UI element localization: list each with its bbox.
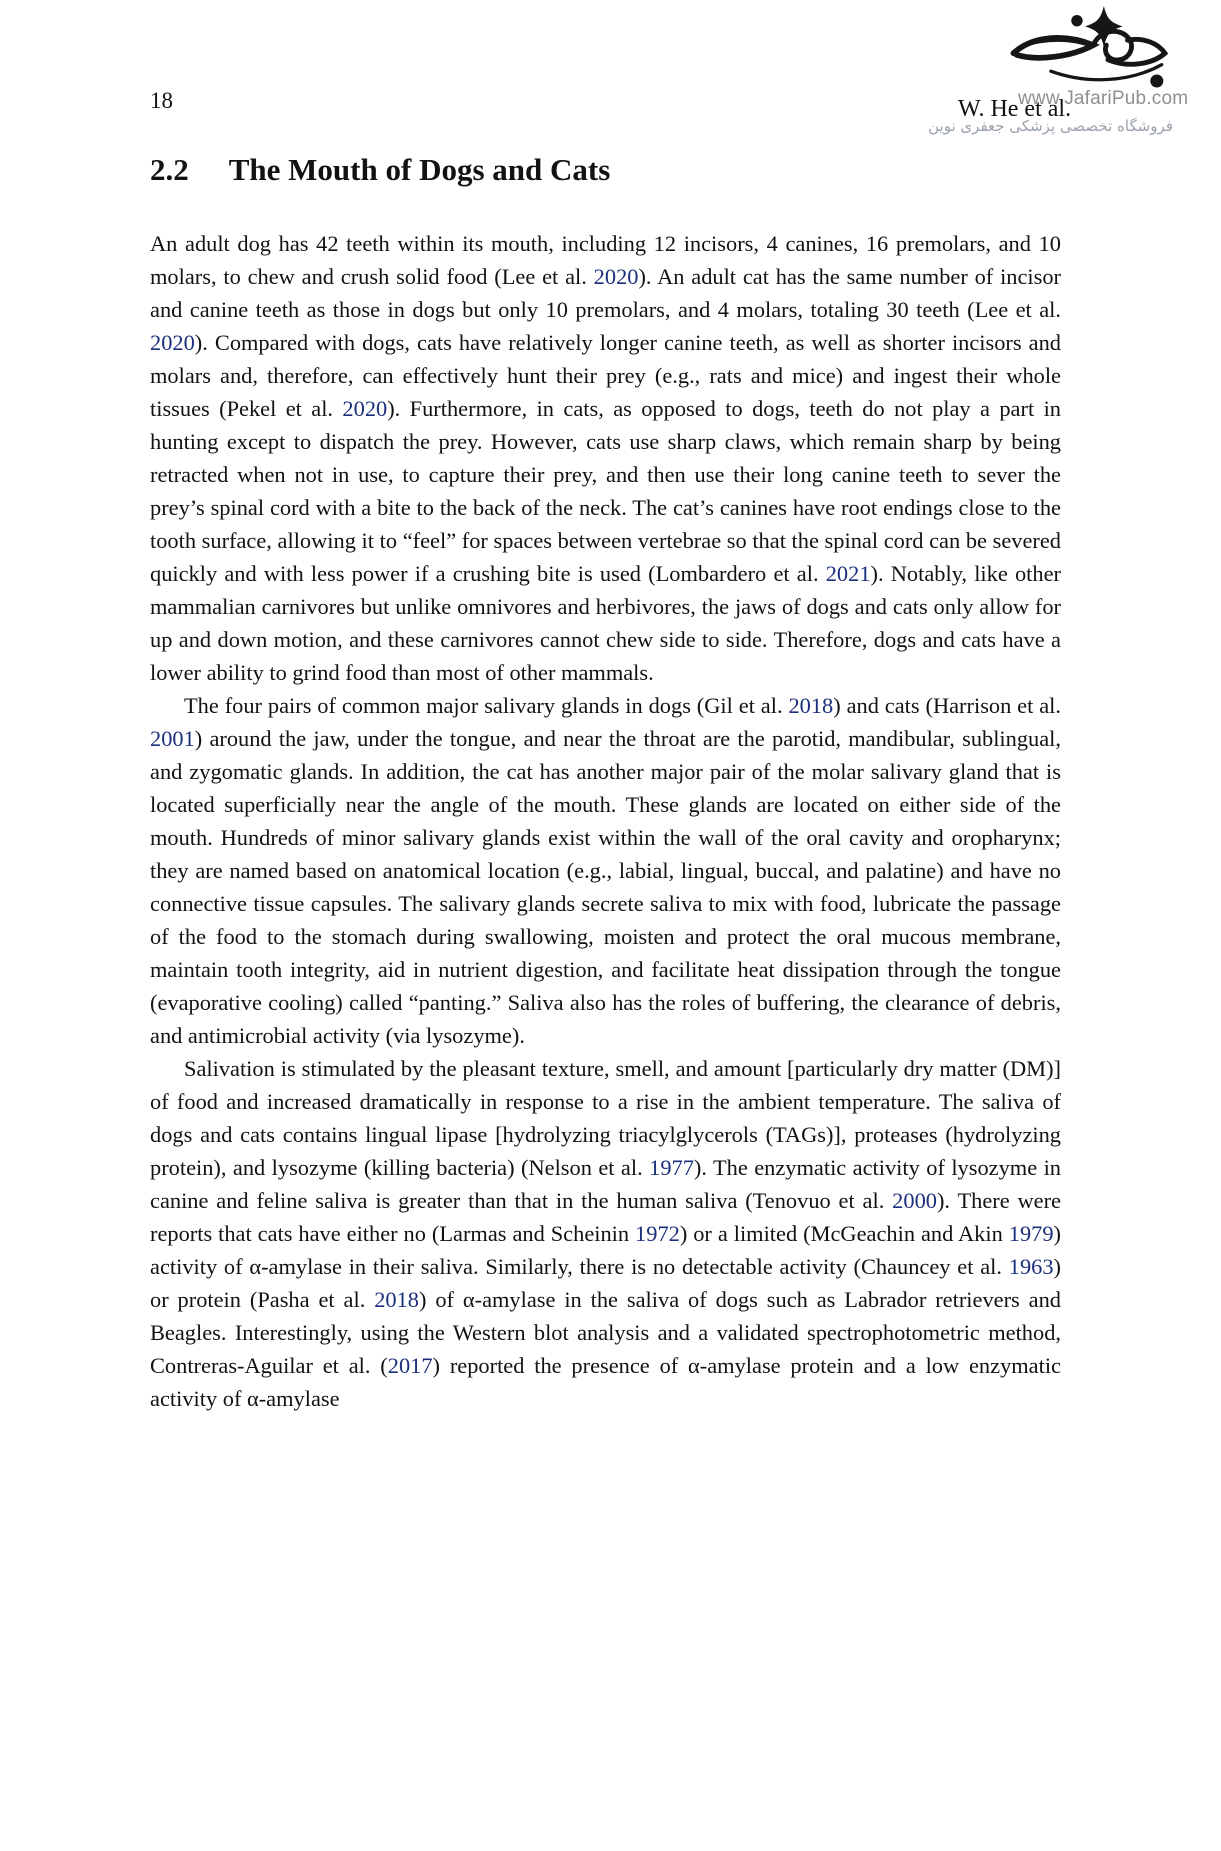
watermark-site-text: www.JafariPub.com — [1018, 88, 1189, 109]
citation-year-link[interactable]: 2000 — [892, 1188, 937, 1213]
body-text: ) around the jaw, under the tongue, and near the throat are the parotid, mandibular, sublingual, and zygomatic glands. In addition, the cat has another major pair of the molar salivary gland that is located superficially near the angle of the mouth. These glands are located on either side of the mouth. Hundreds of minor salivary glands exist within the wall of the oral cavity and oropharynx; they are named based on anatomical location (e.g., labial, lingual, buccal, and palatine) and have no connective tissue capsules. The salivary glands secrete saliva to mix with food, lubricate the passage of the food to the stomach during swallowing, moisten and protect the oral mucous membrane, maintain tooth integrity, aid in nutrient digestion, and facilitate heat dissipation through the tongue (evaporative cooling) called “panting.” Saliva also has the roles of buffering, the clearance of debris, and antimicrobial activity (via lysozyme). — [150, 726, 1061, 1048]
citation-year-link[interactable]: 2021 — [825, 561, 871, 586]
section-number: 2.2 — [150, 152, 189, 187]
body-text: ) of α-amylase in the saliva of dogs such as Labrador retrievers and Beagles. Interestingly, using the Western blot analysis and a validated spectrophotometric method, Contreras-Aguilar et al. ( — [150, 1287, 1061, 1378]
body-text: ). The enzymatic activity of lysozyme in canine and feline saliva is greater than that in the human saliva (Tenovuo et al. — [150, 1155, 1061, 1213]
body-text: ). Compared with dogs, cats have relatively longer canine teeth, as well as shorter incisors and molars and, therefore, can effectively hunt their prey (e.g., rats and mice) and ingest their whole tissues (Pekel et al. — [150, 330, 1061, 421]
jafaripub-logo-icon — [1008, 6, 1172, 94]
paragraph — [150, 689, 1061, 1052]
watermark-persian-caption: فروشگاه تخصصی پزشکی جعفری نوین — [928, 117, 1173, 135]
citation-year-link[interactable]: 1977 — [649, 1155, 694, 1180]
citation-year-link[interactable]: 2018 — [374, 1287, 419, 1312]
running-head: W. He et al. — [958, 96, 1072, 122]
citation-year-link[interactable]: 2001 — [150, 726, 195, 751]
paragraph — [150, 227, 1061, 689]
body-text: ) reported the presence of α-amylase protein and a low enzymatic activity of α-amylase — [150, 1353, 1061, 1411]
article-body — [150, 227, 1061, 1415]
body-text: ). Furthermore, in cats, as opposed to dogs, teeth do not play a part in hunting except to dispatch the prey. However, cats use sharp claws, which remain sharp by being retracted when not in use, to capture their prey, and then use their long canine teeth to sever the prey’s spinal cord with a bite to the back of the neck. The cat’s canines have root endings close to the tooth surface, allowing it to “feel” for spaces between vertebrae so that the spinal cord can be severed quickly and with less power if a crushing bite is used (Lombardero et al. — [150, 396, 1061, 586]
section-heading — [150, 152, 610, 188]
section-title: The Mouth of Dogs and Cats — [228, 152, 611, 187]
body-text: ) or a limited (McGeachin and Akin — [679, 1221, 1009, 1246]
paragraph — [150, 1052, 1061, 1415]
page-number: 18 — [150, 88, 173, 113]
body-text: The four pairs of common major salivary glands in dogs (Gil et al. — [184, 693, 789, 718]
citation-year-link[interactable]: 2020 — [593, 264, 639, 289]
citation-year-link[interactable]: 2020 — [342, 396, 388, 421]
citation-year-link[interactable]: 1963 — [1008, 1254, 1054, 1279]
body-text: An adult dog has 42 teeth within its mouth, including 12 incisors, 4 canines, 16 premolars, and 10 molars, to chew and crush solid food (Lee et al. — [150, 231, 1061, 289]
body-text: ) and cats (Harrison et al. — [833, 693, 1061, 718]
body-text: Salivation is stimulated by the pleasant texture, smell, and amount [particularly dry matter (DM)] of food and increased dramatically in response to a rise in the ambient temperature. The saliva of dogs and cats contains lingual lipase [hydrolyzing triacylglycerols (TAGs)], proteases (hydrolyzing protein), and lysozyme (killing bacteria) (Nelson et al. — [150, 1056, 1061, 1180]
citation-year-link[interactable]: 2018 — [788, 693, 834, 718]
body-text: ). An adult cat has the same number of incisor and canine teeth as those in dogs but only 10 premolars, and 4 molars, totaling 30 teeth (Lee et al. — [150, 264, 1062, 322]
body-text: ) activity of α-amylase in their saliva. Similarly, there is no detectable activity (Chauncey et al. — [150, 1221, 1061, 1279]
body-text: ). There were reports that cats have either no (Larmas and Scheinin — [150, 1188, 1061, 1246]
citation-year-link[interactable]: 1979 — [1008, 1221, 1054, 1246]
body-text: ). Notably, like other mammalian carnivores but unlike omnivores and herbivores, the jaws of dogs and cats only allow for up and down motion, and these carnivores cannot chew side to side. Therefore, dogs and cats have a lower ability to grind food than most of other mammals. — [150, 561, 1061, 685]
citation-year-link[interactable]: 2017 — [387, 1353, 433, 1378]
citation-year-link[interactable]: 1972 — [635, 1221, 680, 1246]
citation-year-link[interactable]: 2020 — [150, 330, 195, 355]
body-text: ) or protein (Pasha et al. — [150, 1254, 1061, 1312]
